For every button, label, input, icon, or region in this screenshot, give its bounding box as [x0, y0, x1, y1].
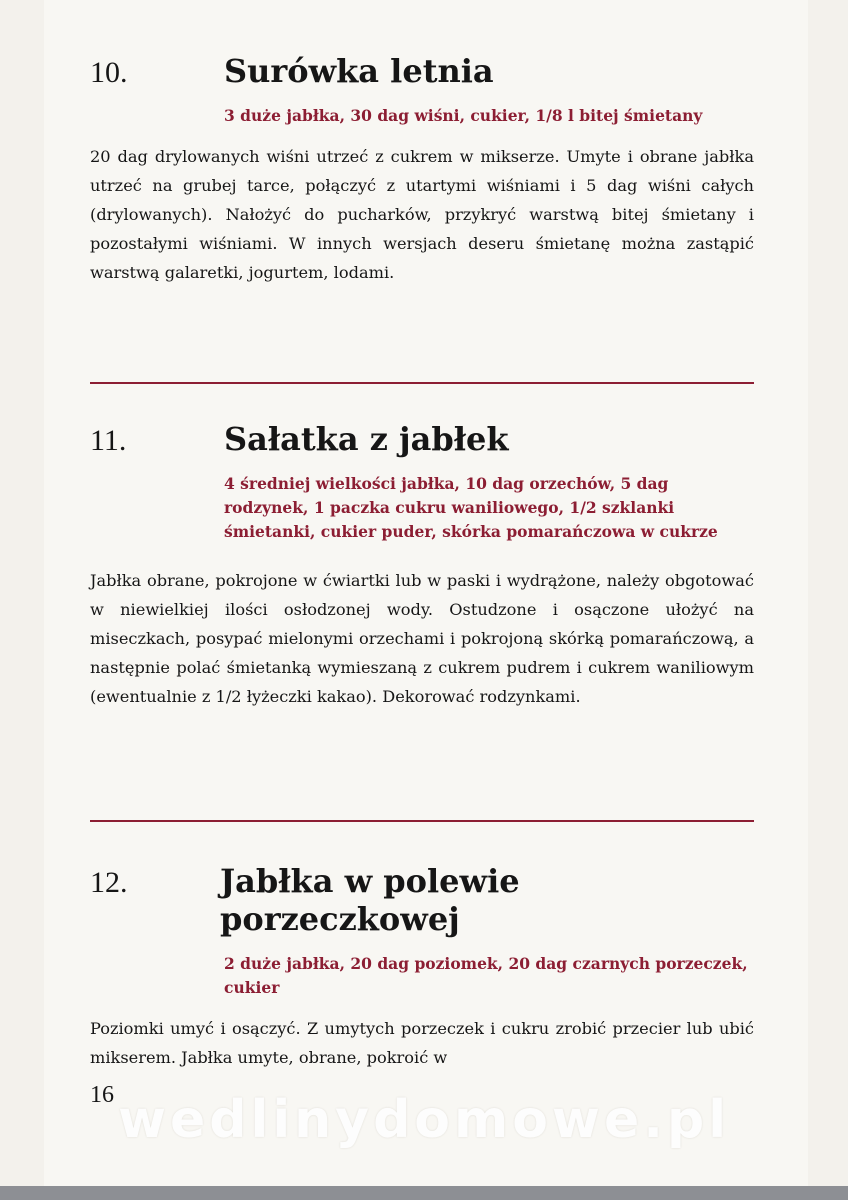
recipe-instructions: Jabłka obrane, pokrojone w ćwiartki lub w paski i wydrążone, należy obgotować w niewielkiej ilości osłodzonej wody. Ostudzone i osączone ułożyć na miseczkach, posypać mielonymi orzechami i pokrojoną skórką pomarańczową, a następnie polać śmietanką wymieszaną z cukrem pudrem i cukrem waniliowym (ewentualnie z 1/2 łyżeczki kakao). Dekorować rodzynkami.	[90, 571, 754, 706]
watermark: wedlinydomowe.pl	[117, 1090, 731, 1150]
recipe-11	[90, 420, 754, 711]
recipe-title: Jabłka w polewie porzeczkowej	[219, 862, 520, 938]
recipe-number: 10.	[90, 56, 128, 89]
recipe-instructions: Poziomki umyć i osączyć. Z umytych porzeczek i cukru zrobić przecier lub ubić mikserem. Jabłka umyte, obrane, pokroić w	[90, 1019, 754, 1067]
recipe-ingredients: 2 duże jabłka, 20 dag poziomek, 20 dag czarnych porzeczek, cukier	[224, 954, 748, 997]
recipe-ingredients: 4 średniej wielkości jabłka, 10 dag orzechów, 5 dag rodzynek, 1 paczka cukru waniliowego, 1/2 szklanki śmietanki, cukier puder, skórka pomarańczowa w cukrze	[224, 474, 718, 541]
recipe-number: 12.	[90, 866, 128, 899]
recipe-12	[90, 862, 754, 1072]
section-divider	[90, 382, 754, 384]
recipe-number: 11.	[90, 424, 127, 457]
recipe-title: Sałatka z jabłek	[224, 420, 509, 458]
section-divider	[90, 820, 754, 822]
recipe-heading	[90, 420, 754, 458]
page-number: 16	[90, 1082, 114, 1108]
recipe-heading	[90, 52, 754, 90]
recipe-title: Surówka letnia	[224, 52, 494, 90]
recipe-instructions: 20 dag drylowanych wiśni utrzeć z cukrem w mikserze. Umyte i obrane jabłka utrzeć na grubej tarce, połączyć z utartymi wiśniami i 5 dag wiśni całych (drylowanych). Nałożyć do pucharków, przykryć warstwą bitej śmietany i pozostałymi wiśniami. W innych wersjach deseru śmietanę można zastąpić warstwą galaretki, jogurtem, lodami.	[90, 147, 754, 282]
scan-edge	[0, 1186, 848, 1200]
recipe-10	[90, 52, 754, 287]
recipe-heading	[90, 862, 754, 938]
recipe-ingredients: 3 duże jabłka, 30 dag wiśni, cukier, 1/8 l bitej śmietany	[224, 106, 703, 125]
